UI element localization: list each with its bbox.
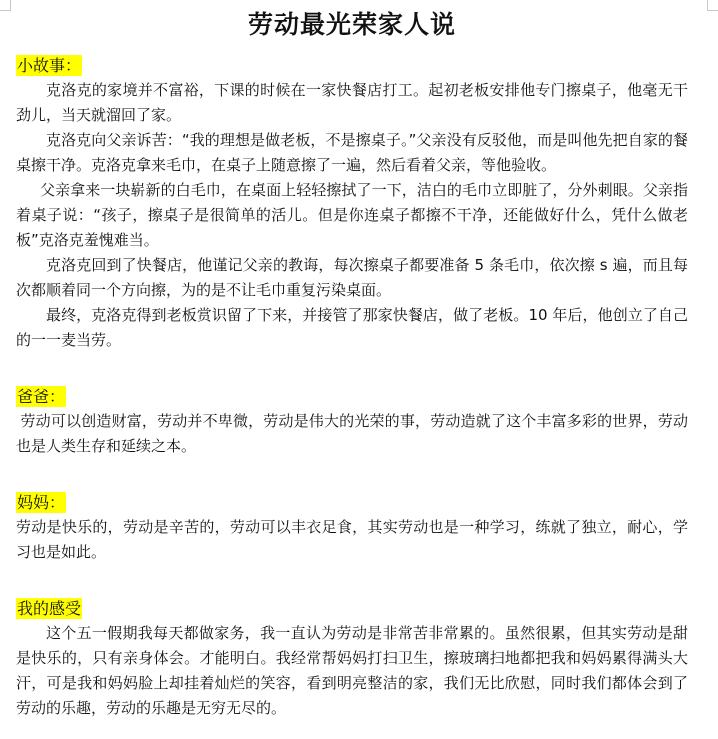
document-body: [16, 8, 688, 721]
story-paragraph: 克洛克的家境并不富裕，下课的时候在一家快餐店打工。起初老板安排他专门擦桌子，他毫无干劲儿，当天就溜回了家。: [16, 81, 688, 124]
blank-line: [16, 459, 688, 479]
highlighted-heading: 我的感受: [17, 599, 82, 618]
section-feelings: [16, 597, 688, 721]
blank-line: [16, 353, 688, 373]
story-paragraph: 克洛克向父亲诉苦：“我的理想是做老板，不是擦桌子。”父亲没有反驳他，而是叫他先把自家的餐桌擦干净。克洛克拿来毛巾，在桌子上随意擦了一遍，然后看着父亲，等他验收。: [16, 131, 688, 174]
highlighted-heading: 爸爸：: [17, 387, 66, 406]
section-heading-feelings: [16, 597, 688, 621]
section-story: [16, 54, 688, 353]
section-heading-story: [16, 54, 688, 78]
story-paragraph: 克洛克回到了快餐店，他谨记父亲的教诲，每次擦桌子都要准备 5 条毛巾，依次擦 s 遍，而且每次都顺着同一个方向擦，为的是不让毛巾重复污染桌面。: [16, 256, 688, 299]
mom-paragraph: 劳动是快乐的，劳动是辛苦的，劳动可以丰衣足食，其实劳动也是一种学习，练就了独立，耐心，学习也是如此。: [16, 518, 688, 561]
section-dad: [16, 385, 688, 459]
page-corner-mark-right: [707, 0, 718, 11]
section-heading-dad: [16, 385, 688, 409]
highlighted-heading: 妈妈：: [17, 493, 66, 512]
feelings-paragraph: 这个五一假期我每天都做家务，我一直认为劳动是非常苦非常累的。虽然很累，但其实劳动是甜是快乐的，只有亲身体会。才能明白。我经常帮妈妈打扫卫生，擦玻璃扫地都把我和妈妈累得满头大汗，可是我和妈妈脸上却挂着灿烂的笑容，看到明亮整洁的家，我们无比欣慰，同时我们都体会到了劳动的乐趣，劳动的乐趣是无穷无尽的。: [16, 624, 688, 717]
section-heading-mom: [16, 491, 688, 515]
dad-paragraph: 劳动可以创造财富，劳动并不卑微，劳动是伟大的光荣的事，劳动造就了这个丰富多彩的世界，劳动也是人类生存和延续之本。: [16, 412, 688, 455]
section-mom: [16, 491, 688, 565]
blank-line: [16, 565, 688, 585]
document-title: 劳动最光荣家人说: [247, 10, 456, 39]
story-paragraph: 最终，克洛克得到老板赏识留了下来，并接管了那家快餐店，做了老板。10 年后，他创立了自己的一一麦当劳。: [16, 306, 688, 349]
highlighted-heading: 小故事：: [17, 56, 82, 75]
page-corner-mark-left: [0, 0, 11, 11]
story-paragraph: 父亲拿来一块崭新的白毛巾，在桌面上轻轻擦拭了一下，洁白的毛巾立即脏了，分外刺眼。父亲指着桌子说：“孩子，擦桌子是很简单的活儿。但是你连桌子都擦不干净，还能做好什么，凭什么做老板”克洛克羞愧难当。: [16, 181, 688, 249]
